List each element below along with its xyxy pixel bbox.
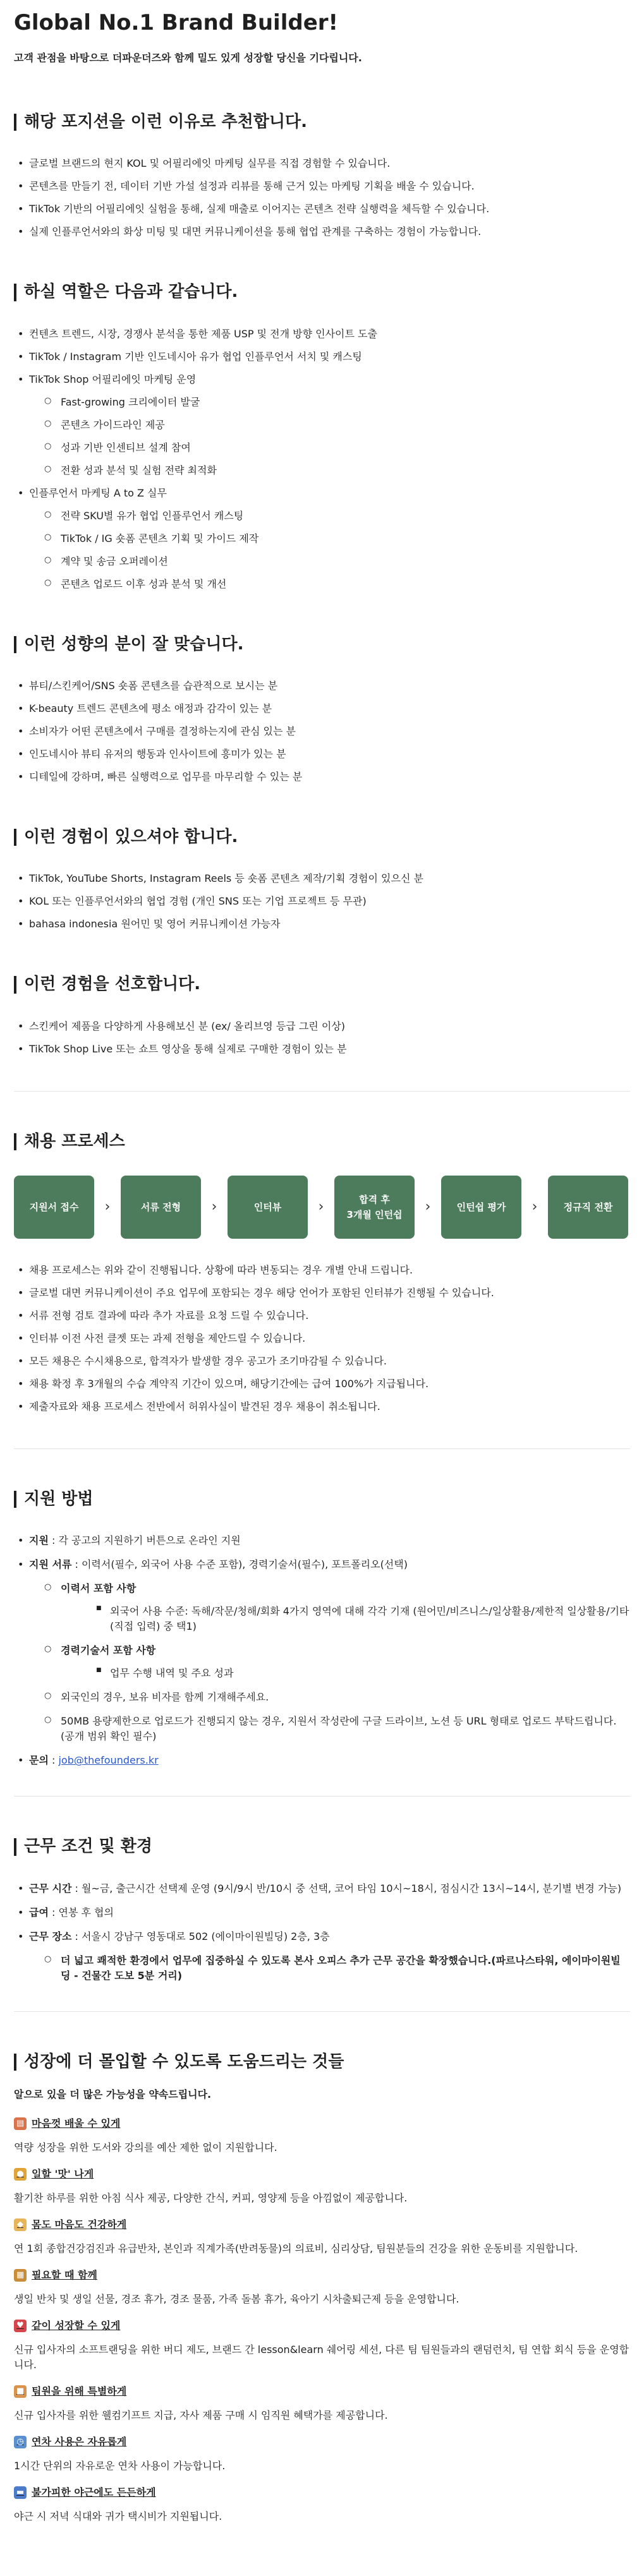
process-step: 서류 전형 xyxy=(121,1176,201,1239)
list-item xyxy=(14,1881,630,1896)
process-step: 인터뷰 xyxy=(228,1176,308,1239)
fit-list xyxy=(14,678,630,785)
sub-list-item: ○ 외국인의 경우, 보유 비자를 함께 기재해주세요. xyxy=(29,1690,630,1705)
sub-list-item: ○ 전략 SKU별 유가 협업 인플루언서 캐스팅 xyxy=(29,509,630,524)
value: : 각 공고의 지원하기 버튼으로 온라인 지원 xyxy=(48,1534,241,1547)
list-item: • 서류 전형 검토 결과에 따라 추가 자료를 요청 드릴 수 있습니다. xyxy=(14,1308,630,1323)
label: 근무 장소 xyxy=(29,1930,72,1942)
sub-list xyxy=(29,509,630,592)
conditions-list xyxy=(14,1881,630,1983)
sub-list-item xyxy=(29,1643,630,1681)
benefit-description: 신규 입사자를 위한 웰컴기프트 지급, 자사 제품 구매 시 임직원 혜택가를 제공합니다. xyxy=(14,2409,388,2421)
sub-list-item: ○ 계약 및 송금 오퍼레이션 xyxy=(29,554,630,569)
list-item: • 채용 프로세스는 위와 같이 진행됩니다. 상황에 따라 변동되는 경우 개별 안내 드립니다. xyxy=(14,1263,630,1278)
chevron-right-icon: › xyxy=(532,1199,538,1215)
roles-list xyxy=(14,327,630,592)
benefit-title-text: 몸도 마음도 건강하게 xyxy=(32,2218,127,2230)
sub-list-item: ○ 성과 기반 인센티브 설계 참여 xyxy=(29,440,630,455)
taxi-icon: ▬ xyxy=(14,2486,27,2499)
list-item: • 스킨케어 제품을 다양하게 사용해보신 분 (ex/ 올리브영 등급 그린 이상) xyxy=(14,1019,630,1034)
benefit-description: 1시간 단위의 자유로운 연차 사용이 가능합니다. xyxy=(14,2459,226,2472)
process-step: 지원서 접수 xyxy=(14,1176,94,1239)
benefit-title-text: 일할 '맛' 나게 xyxy=(32,2167,94,2180)
label: 근무 시간 xyxy=(29,1882,72,1894)
calendar-icon: ▦ xyxy=(14,2269,27,2282)
section-heading-preferred: 이런 경험을 선호합니다. xyxy=(14,976,630,993)
sub-list-item: ○ 더 넓고 쾌적한 환경에서 업무에 집중하실 수 있도록 본사 오피스 추가 근무 공간을 확장했습니다.(파르나스타워, 에이마이원빌딩 - 건물간 도보 5분 거리) xyxy=(29,1953,630,1983)
divider xyxy=(14,1448,630,1449)
value: : 연봉 후 협의 xyxy=(48,1906,114,1918)
muscle-icon: ◆ xyxy=(14,2218,27,2231)
section-heading-required: 이런 경험이 있으셔야 합니다. xyxy=(14,829,630,846)
chevron-right-icon: › xyxy=(425,1199,431,1215)
list-item: • 인터뷰 이전 사전 클젯 또는 과제 전형을 제안드릴 수 있습니다. xyxy=(14,1331,630,1346)
section-heading-conditions: 근무 조건 및 환경 xyxy=(14,1838,630,1855)
sub-list-item: ○ 전환 성과 분석 및 실험 전략 최적화 xyxy=(29,463,630,478)
list-item-text: 컨텐츠 트렌드, 시장, 경쟁사 분석을 통한 제품 USP 및 전개 방향 인사이트 도출 xyxy=(29,327,377,340)
list-item xyxy=(14,1905,630,1920)
benefit-description: 생일 반차 및 생일 선물, 경조 휴가, 경조 물품, 가족 돌봄 휴가, 육아기 시차출퇴근제 등을 운영합니다. xyxy=(14,2292,459,2305)
preferred-list xyxy=(14,1019,630,1057)
benefit-title xyxy=(14,2116,630,2131)
section-heading-benefits: 성장에 더 몰입할 수 있도록 도움드리는 것들 xyxy=(14,2054,630,2071)
benefit-title xyxy=(14,2217,630,2232)
list-item-text: 인플루언서 마케팅 A to Z 실무 xyxy=(29,486,167,499)
sub-sub-list-item: ■ 업무 수행 내역 및 주요 성과 xyxy=(61,1666,630,1681)
sub-list xyxy=(29,1953,630,1983)
clock-icon: ◷ xyxy=(14,2436,27,2448)
divider xyxy=(14,2011,630,2012)
required-list xyxy=(14,871,630,932)
list-item: • 콘텐츠를 만들기 전, 데이터 기반 가설 설정과 리뷰를 통해 근거 있는 마케팅 기획을 배울 수 있습니다. xyxy=(14,179,630,194)
value: : 월~금, 출근시간 선택제 운영 (9시/9시 반/10시 중 선택, 코어 타임 10시~18시, 점심시간 13시~14시, 분기별 변경 가능) xyxy=(71,1882,622,1894)
section-heading-apply: 지원 방법 xyxy=(14,1491,630,1508)
benefit-description: 야근 시 저녁 식대와 귀가 택시비가 지원됩니다. xyxy=(14,2510,222,2522)
label: 지원 xyxy=(29,1534,49,1547)
list-item xyxy=(14,349,630,364)
divider xyxy=(14,1091,630,1092)
sub-sub-list xyxy=(61,1604,630,1634)
benefit-description: 신규 입사자의 소프트랜딩을 위한 버디 제도, 브랜드 간 lesson&learn 쉐어링 세션, 다른 팀 팀원들과의 랜덤런치, 팀 연합 회식 등을 운영합니다. xyxy=(14,2343,629,2371)
benefits-list xyxy=(14,2116,630,2524)
benefit-description: 활기찬 하루를 위한 아침 식사 제공, 다양한 간식, 커피, 영양제 등을 아낌없이 제공합니다. xyxy=(14,2191,408,2204)
list-item xyxy=(14,1929,630,1983)
value: : 이력서(필수, 외국어 사용 수준 포함), 경력기술서(필수), 포트폴리오(선택) xyxy=(71,1558,408,1571)
chevron-right-icon: › xyxy=(318,1199,324,1215)
benefit-title-text: 필요할 때 함께 xyxy=(32,2268,97,2281)
list-item: • 인도네시아 뷰티 유저의 행동과 인사이트에 흥미가 있는 분 xyxy=(14,747,630,762)
benefit-title-text: 팀원을 위해 특별하게 xyxy=(32,2385,127,2397)
gift-icon: ■ xyxy=(14,2385,27,2398)
list-item: • TikTok Shop Live 또는 쇼트 영상을 통해 실제로 구매한 경험이 있는 분 xyxy=(14,1042,630,1057)
list-item: • K-beauty 트렌드 콘텐츠에 평소 애정과 감각이 있는 분 xyxy=(14,701,630,716)
list-item: • 글로벌 브랜드의 현지 KOL 및 어필리에잇 마케팅 실무를 직접 경험할 수 있습니다. xyxy=(14,156,630,171)
benefits-lead: 알으로 있을 더 많은 가능성을 약속드립니다. xyxy=(14,2088,212,2100)
benefit-description: 역량 성장을 위한 도서와 강의를 예산 제한 없이 지원합니다. xyxy=(14,2141,277,2153)
benefit-title xyxy=(14,2384,630,2399)
process-step: 합격 후 3개월 인턴쉽 xyxy=(334,1176,415,1239)
list-item-text: TikTok Shop 어필리에잇 마케팅 운영 xyxy=(29,373,197,385)
meal-icon: ● xyxy=(14,2168,27,2181)
list-item: • 디테일에 강하며, 빠른 실행력으로 업무를 마무리할 수 있는 분 xyxy=(14,769,630,785)
books-icon: ▤ xyxy=(14,2117,27,2130)
label: 문의 xyxy=(29,1754,49,1767)
label: 급여 xyxy=(29,1906,49,1918)
benefit-title xyxy=(14,2167,630,2182)
sub-list-item: ○ 50MB 용량제한으로 업로드가 진행되지 않는 경우, 지원서 작성란에 구글 드라이브, 노션 등 URL 형태로 업로드 부탁드립니다. (공개 범위 확인 필수) xyxy=(29,1714,630,1744)
sub-list xyxy=(29,1581,630,1744)
list-item xyxy=(14,1753,630,1768)
value: : 서울시 강남구 영동대로 502 (에이마이원빌딩) 2층, 3층 xyxy=(71,1930,330,1942)
benefit-title xyxy=(14,2318,630,2333)
divider xyxy=(14,1796,630,1797)
list-item xyxy=(14,486,630,592)
sub-list-item: ○ 콘텐츠 업로드 이후 성과 분석 및 개선 xyxy=(29,577,630,592)
process-notes xyxy=(14,1263,630,1414)
process-step: 인턴쉽 평가 xyxy=(441,1176,521,1239)
heart-icon: ♥ xyxy=(14,2320,27,2332)
list-item: • 제출자료와 채용 프로세스 전반에서 허위사실이 발견된 경우 채용이 취소됩니다. xyxy=(14,1399,630,1414)
page-subtitle: 고객 관점을 바탕으로 더파운더즈와 함께 밀도 있게 성장할 당신을 기다립니다. xyxy=(14,52,362,64)
section-heading-roles: 하실 역할은 다음과 같습니다. xyxy=(14,284,630,301)
list-item xyxy=(14,1557,630,1744)
benefit-title-text: 불가피한 야근에도 든든하게 xyxy=(32,2486,156,2498)
list-item: • bahasa indonesia 원어민 및 영어 커뮤니케이션 가능자 xyxy=(14,917,630,932)
list-item-text: TikTok / Instagram 기반 인도네시아 유가 협업 인플루언서 서치 및 캐스팅 xyxy=(29,350,362,363)
sub-list-item xyxy=(29,1581,630,1634)
contact-email-link[interactable]: job@thefounders.kr xyxy=(58,1754,159,1767)
label: 지원 서류 xyxy=(29,1558,72,1571)
benefit-title-text: 같이 성장할 수 있게 xyxy=(32,2319,121,2332)
sub-list-item: ○ TikTok / IG 숏폼 콘텐츠 기획 및 가이드 제작 xyxy=(29,531,630,546)
separator: : xyxy=(48,1754,59,1767)
chevron-right-icon: › xyxy=(211,1199,217,1215)
section-heading-process: 채용 프로세스 xyxy=(14,1133,630,1150)
sub-list-item: ○ 콘텐츠 가이드라인 제공 xyxy=(29,418,630,433)
benefit-title xyxy=(14,2268,630,2283)
list-item: • 소비자가 어떤 콘텐츠에서 구매를 결정하는지에 관심 있는 분 xyxy=(14,724,630,739)
benefit-title-text: 마음껏 배울 수 있게 xyxy=(32,2117,121,2129)
section-heading-fit: 이런 성향의 분이 잘 맞습니다. xyxy=(14,636,630,653)
label: 경력기술서 포함 사항 xyxy=(61,1644,156,1657)
section-heading-reasons: 해당 포지션을 이런 이유로 추천합니다. xyxy=(14,114,630,131)
process-flow xyxy=(14,1176,630,1239)
process-step: 정규직 전환 xyxy=(548,1176,628,1239)
chevron-right-icon: › xyxy=(104,1199,111,1215)
list-item xyxy=(14,327,630,342)
apply-list xyxy=(14,1533,630,1768)
list-item: • 뷰티/스킨케어/SNS 숏폼 콘텐츠를 습관적으로 보시는 분 xyxy=(14,678,630,694)
benefit-title xyxy=(14,2485,630,2500)
list-item: • 모든 채용은 수시채용으로, 합격자가 발생할 경우 공고가 조기마감될 수 있습니다. xyxy=(14,1354,630,1369)
reasons-list xyxy=(14,156,630,239)
page-title: Global No.1 Brand Builder! xyxy=(14,10,339,35)
label: 이력서 포함 사항 xyxy=(61,1582,137,1595)
list-item: • 채용 확정 후 3개월의 수습 계약직 기간이 있으며, 해당기간에는 급여 100%가 지급됩니다. xyxy=(14,1376,630,1392)
list-item xyxy=(14,1533,630,1548)
list-item: • KOL 또는 인플루언서와의 협업 경험 (개인 SNS 또는 기업 프로젝트 등 무관) xyxy=(14,894,630,909)
list-item: • TikTok, YouTube Shorts, Instagram Reels 등 숏폼 콘텐츠 제작/기획 경험이 있으신 분 xyxy=(14,871,630,886)
list-item: • 글로벌 대면 커뮤니케이션이 주요 업무에 포함되는 경우 해당 언어가 포함된 인터뷰가 진행될 수 있습니다. xyxy=(14,1285,630,1301)
sub-sub-list xyxy=(61,1666,630,1681)
benefit-description: 연 1회 종합건강검진과 유급반차, 본인과 직계가족(반려동물)의 의료비, 심리상담, 팀원분들의 건강을 위한 운동비를 지원합니다. xyxy=(14,2242,578,2254)
list-item: • 실제 인플루언서와의 화상 미팅 및 대면 커뮤니케이션을 통해 협업 관계를 구축하는 경험이 가능합니다. xyxy=(14,224,630,239)
sub-list xyxy=(29,395,630,478)
sub-list-item: ○ Fast-growing 크리에이터 발굴 xyxy=(29,395,630,410)
list-item: • TikTok 기반의 어필리에잇 실험을 통해, 실제 매출로 이어지는 콘텐츠 전략 실행력을 체득할 수 있습니다. xyxy=(14,202,630,217)
list-item xyxy=(14,372,630,478)
benefit-title-text: 연차 사용은 자유롭게 xyxy=(32,2435,127,2448)
benefit-title xyxy=(14,2435,630,2450)
sub-sub-list-item: ■ 외국어 사용 수준: 독해/작문/청해/회화 4가지 영역에 대해 각각 기재 (원어민/비즈니스/일상활용/제한적 일상활용/기타(직접 입력) 중 택1) xyxy=(61,1604,630,1634)
